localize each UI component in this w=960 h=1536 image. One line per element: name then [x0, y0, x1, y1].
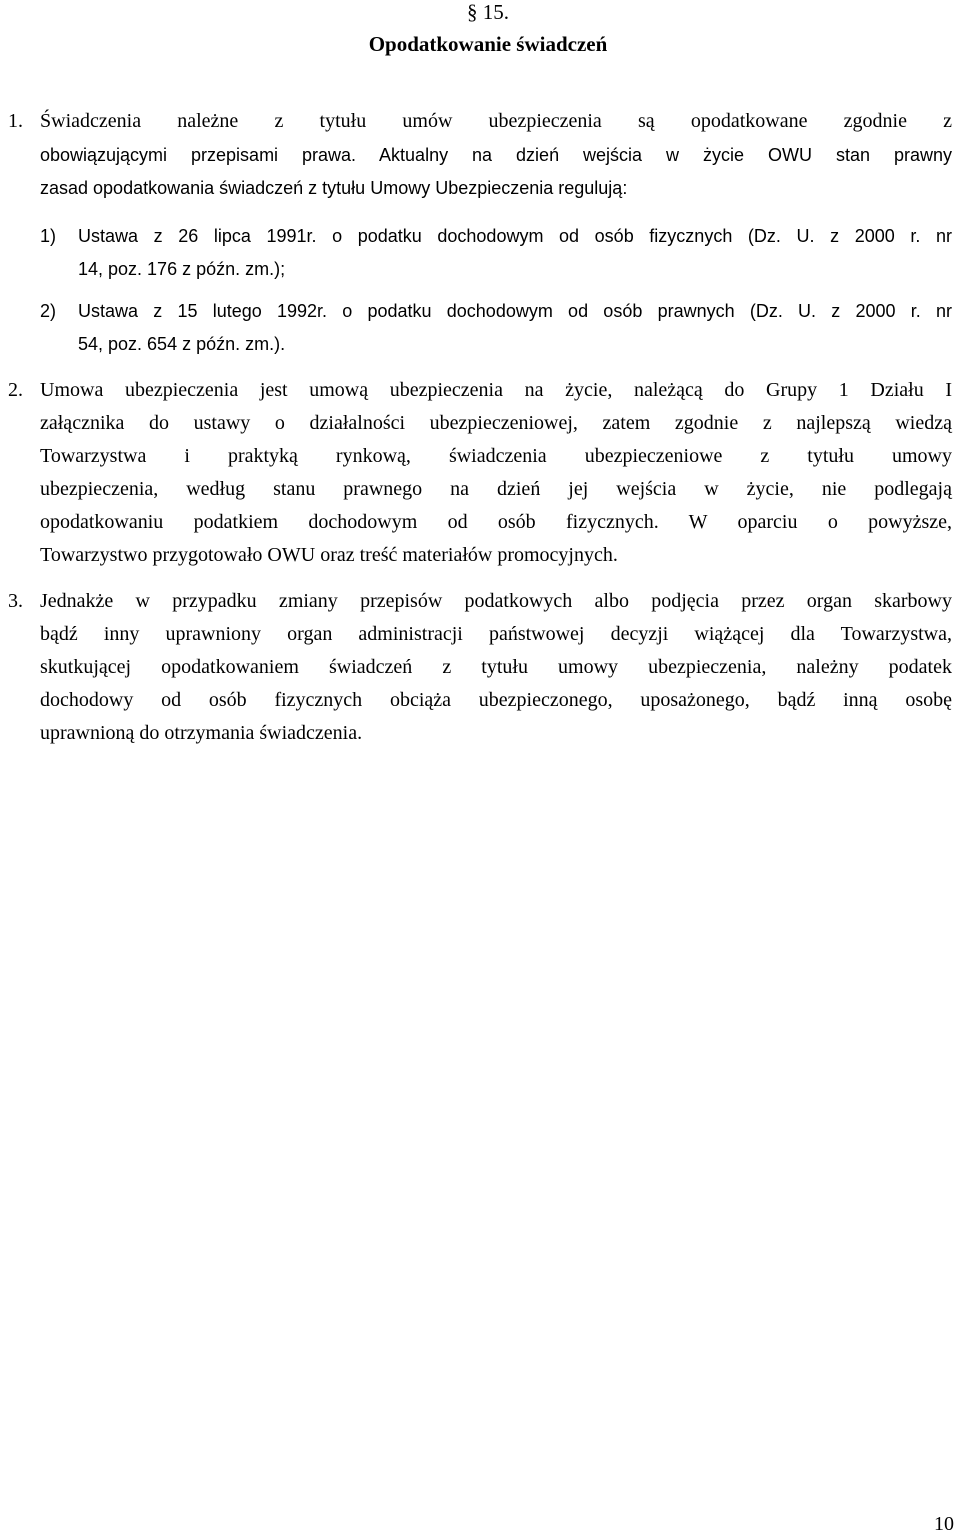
paragraph-3-line-2: bądź inny uprawniony organ administracji państwowej decyzji wiążącej dla Towarzystwa, — [40, 623, 952, 645]
paragraph-2-line-2: załącznika do ustawy o działalności ubezpieczeniowej, zatem zgodnie z najlepszą wiedzą — [40, 412, 952, 434]
list-item-2-line-2: 54, poz. 654 z późn. zm.). — [78, 334, 286, 354]
paragraph-3-line-4: dochodowy od osób fizycznych obciąża ubezpieczonego, uposażonego, bądź inną osobę — [40, 689, 952, 711]
list-item-2-marker: 2) — [40, 301, 57, 321]
paragraph-1-line-1: Świadczenia należne z tytułu umów ubezpieczenia są opodatkowane zgodnie z — [40, 110, 952, 132]
paragraph-3-line-1: Jednakże w przypadku zmiany przepisów podatkowych albo podjęcia przez organ skarbowy — [40, 590, 952, 612]
paragraph-3-marker: 3. — [8, 590, 23, 612]
list-item-2-line-1: Ustawa z 15 lutego 1992r. o podatku dochodowym od osób prawnych (Dz. U. z 2000 r. nr — [78, 301, 952, 321]
paragraph-2-line-3: Towarzystwa i praktyką rynkową, świadczenia ubezpieczeniowe z tytułu umowy — [40, 445, 952, 467]
paragraph-2-marker: 2. — [8, 379, 23, 401]
paragraph-1-line-3: zasad opodatkowania świadczeń z tytułu Umowy Ubezpieczenia regulują: — [40, 178, 628, 198]
paragraph-2-line-4: ubezpieczenia, według stanu prawnego na dzień jej wejścia w życie, nie podlegają — [40, 478, 952, 500]
section-title: Opodatkowanie świadczeń — [368, 32, 608, 56]
list-item-1-line-1: Ustawa z 26 lipca 1991r. o podatku dochodowym od osób fizycznych (Dz. U. z 2000 r. nr — [78, 226, 952, 246]
list-item-1-line-2: 14, poz. 176 z późn. zm.); — [78, 259, 286, 279]
paragraph-1-marker: 1. — [8, 110, 23, 132]
paragraph-1-line-2: obowiązującymi przepisami prawa. Aktualny na dzień wejścia w życie OWU stan prawny — [40, 145, 952, 165]
section-number: § 15. — [467, 0, 509, 24]
page-number: 10 — [934, 1513, 954, 1535]
paragraph-2-line-5: opodatkowaniu podatkiem dochodowym od osób fizycznych. W oparciu o powyższe, — [40, 511, 952, 533]
paragraph-3-line-3: skutkującej opodatkowaniem świadczeń z tytułu umowy ubezpieczenia, należny podatek — [40, 656, 952, 678]
paragraph-2-line-1: Umowa ubezpieczenia jest umową ubezpieczenia na życie, należącą do Grupy 1 Działu I — [40, 379, 952, 401]
paragraph-3-line-5: uprawnioną do otrzymania świadczenia. — [40, 722, 363, 744]
paragraph-2-line-6: Towarzystwo przygotowało OWU oraz treść materiałów promocyjnych. — [40, 544, 618, 566]
list-item-1-marker: 1) — [40, 226, 57, 246]
